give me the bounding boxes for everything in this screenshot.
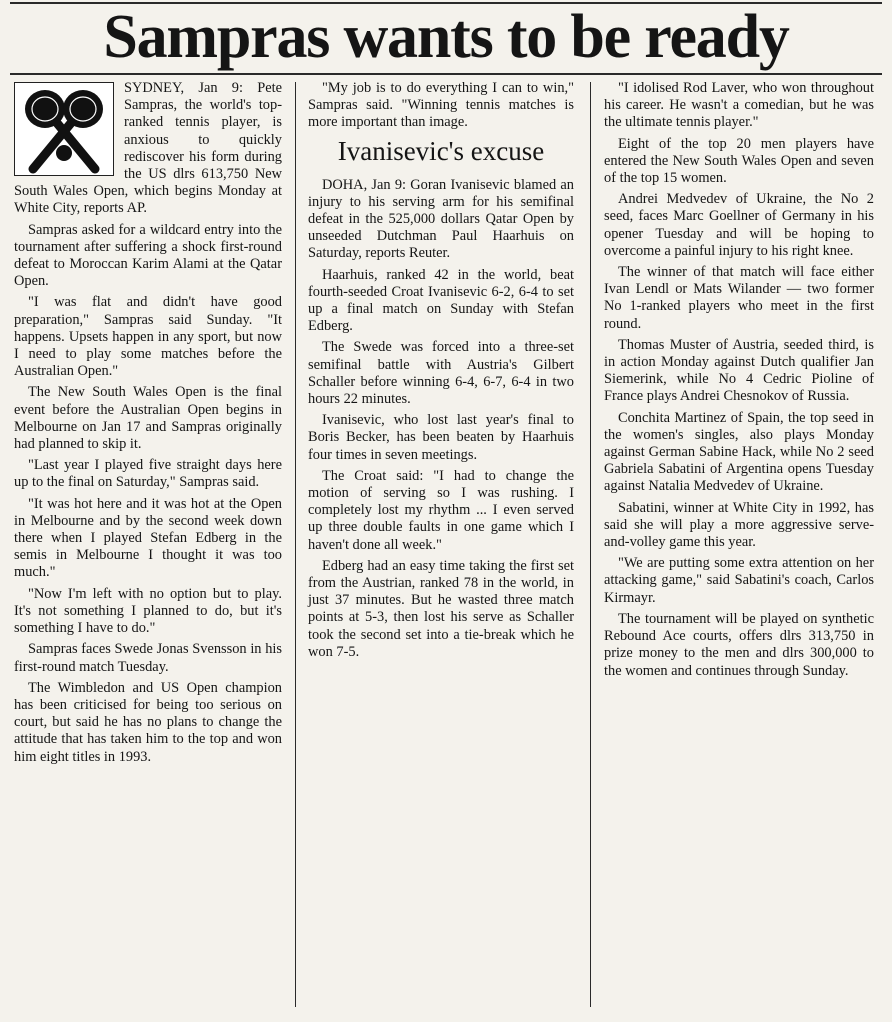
column-2 (308, 80, 574, 665)
story1-paragraph: "Last year I played five straight days here up to the final on Saturday," Sampras said. (14, 457, 282, 491)
headline-rule (10, 73, 882, 75)
story2-paragraph: Haarhuis, ranked 42 in the world, beat fourth-seeded Croat Ivanisevic 6-2, 6-4 to set up a final match on Sunday with Stefan Edberg. (308, 266, 574, 335)
story1-paragraph: Conchita Martinez of Spain, the top seed in the women's singles, also plays Monday against German Sabine Hack, while No 2 seed Gabriela Sabatini of Argentina opens Tuesday against Natalia Medvedev of Ukraine. (604, 409, 874, 495)
story1-paragraph: Sampras asked for a wildcard entry into the tournament after suffering a shock first-round defeat to Moroccan Karim Alami at the Qatar Open. (14, 221, 282, 290)
story2-paragraph: Ivanisevic, who lost last year's final to Boris Becker, has been beaten by Haarhuis four times in seven meetings. (308, 412, 574, 463)
story1-paragraph: The winner of that match will face either Ivan Lendl or Mats Wilander — two former No 1-ranked players who meet in the first round. (604, 264, 874, 332)
story1-paragraph: The New South Wales Open is the final event before the Australian Open begins in Melbourne on Jan 17 and Sampras originally had planned to skip it. (14, 384, 282, 453)
column-rule-1 (295, 82, 296, 1007)
tennis-rackets-icon (15, 83, 113, 175)
story2-paragraph: The Swede was forced into a three-set semifinal battle with Austria's Gilbert Schaller before winning 6-4, 6-7, 6-4 in two hours 22 minutes. (308, 339, 574, 408)
story1-paragraph: Eight of the top 20 men players have entered the New South Wales Open and seven of the top 15 women. (604, 135, 874, 187)
subheadline: Ivanisevic's excuse (337, 135, 545, 166)
story1-paragraph: "I was flat and didn't have good preparation," Sampras said Sunday. "It happens. Upsets happen in any sport, but now I need to play some matches before the Australian Open." (14, 294, 282, 380)
column-3 (604, 80, 874, 684)
story1-paragraph: "It was hot here and it was hot at the Open in Melbourne and by the second week down there when I played Stefan Edberg in the semis in Melbourne I thought it was too much." (14, 495, 282, 581)
story1-paragraph: "My job is to do everything I can to win," Sampras said. "Winning tennis matches is more important than image. (308, 80, 574, 131)
story2-paragraph: DOHA, Jan 9: Goran Ivanisevic blamed an injury to his serving arm for his semifinal defeat in the 525,000 dollars Qatar Open by unseeded Dutchman Paul Haarhuis on Saturday, reports Reuter. (308, 176, 574, 262)
story1-paragraph: SYDNEY, Jan 9: Pete Sampras, the world's top-ranked tennis player, is anxious to quickly rediscover his form during the US dlrs 613,750 New South Wales Open, which begins Monday at White City, reports AP. (14, 80, 282, 217)
story2-paragraph: Edberg had an easy time taking the first set from the Austrian, ranked 78 in the world, in just 37 minutes. But he wasted three match points at 5-3, then lost his serve as Schaller took the second set into a tie-break which he won 7-5. (308, 557, 574, 660)
headline: Sampras wants to be ready (103, 3, 789, 71)
story1-paragraph: The tournament will be played on synthetic Rebound Ace courts, offers dlrs 313,750 in prize money to the men and dlrs 300,000 to the women and continues through Sunday. (604, 610, 874, 679)
column-rule-2 (590, 82, 591, 1007)
column-1 (14, 80, 282, 770)
story1-paragraph: The Wimbledon and US Open champion has been criticised for being too serious on court, but said he has no plans to change the attitude that has taken him to the top and won him eight titles in 1993. (14, 679, 282, 765)
story2-paragraph: The Croat said: "I had to change the motion of serving so I was rushing. I completely lost my rhythm ... I even served up three double faults in one game which I haven't done all week." (308, 467, 574, 553)
story1-paragraph: "We are putting some extra attention on her attacking game," said Sabatini's coach, Carlos Kirmayr. (604, 555, 874, 606)
story1-paragraph: Andrei Medvedev of Ukraine, the No 2 seed, faces Marc Goellner of Germany in his opener Tuesday and will be hoping to overcome a painful injury to his right knee. (604, 191, 874, 259)
crossed-tennis-rackets-icon (14, 82, 114, 176)
story1-paragraph: Sabatini, winner at White City in 1992, has said she will play a more aggressive serve-and-volley game this year. (604, 499, 874, 551)
story1-paragraph: Sampras faces Swede Jonas Svensson in his first-round match Tuesday. (14, 641, 282, 675)
story1-paragraph: Thomas Muster of Austria, seeded third, is in action Monday against Dutch qualifier Jan Siemerink, while No 4 Cedric Pioline of France plays Andrei Chesnokov of Russia. (604, 336, 874, 405)
story1-paragraph: "I idolised Rod Laver, who won throughout his career. He wasn't a comedian, but he was the ultimate tennis player." (604, 80, 874, 131)
story1-paragraph: "Now I'm left with no option but to play. It's not something I planned to do, but it's something I have to do." (14, 585, 282, 637)
